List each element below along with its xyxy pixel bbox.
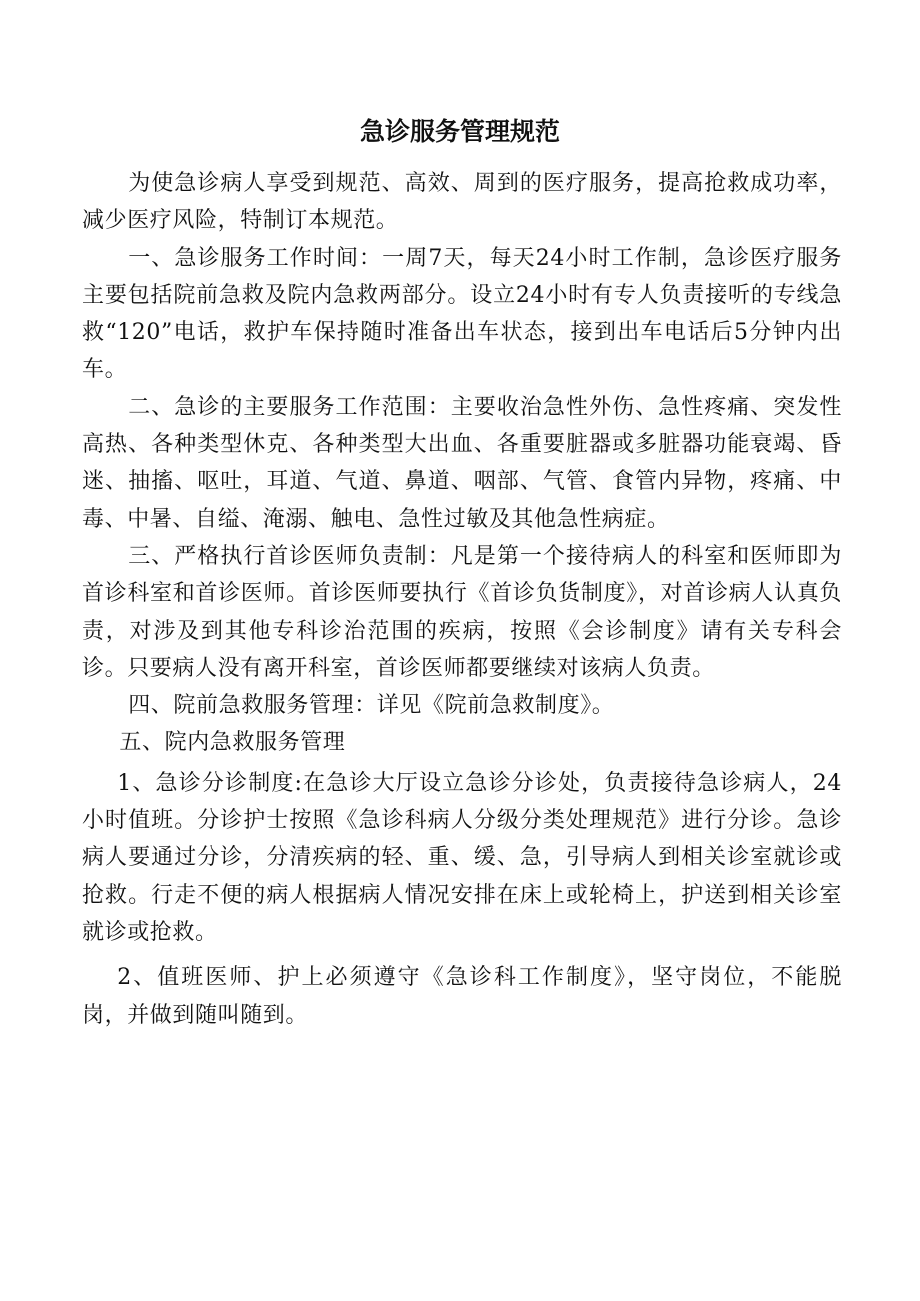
section-4-prehospital-management: 四、院前急救服务管理：详见《院前急救制度》。 [128,693,615,719]
section-1-working-hours: 一、急诊服务工作时间：一周7天，每天24小时工作制，急诊医疗服务主要包括院前急救及院内急救两部分。设立24小时有专人负责接听的专线急救“120”电话，救护车保持随时准备出车状态，接到出车电话后5分钟内出车。 [82,245,842,383]
intro-paragraph: 为使急诊病人享受到规范、高效、周到的医疗服务，提高抢救成功率，减少医疗风险，特制订本规范。 [82,171,842,234]
section-5-inhospital-management: 五、院内急救服务管理 [119,730,346,756]
item-2-duty-staff: 2、值班医师、护上必须遵守《急诊科工作制度》，坚守岗位，不能脱岗，并做到随叫随到。 [82,965,842,1028]
section-3-first-doctor-responsibility: 三、严格执行首诊医师负责制：凡是第一个接待病人的科室和医师即为首诊科室和首诊医师。首诊医师要执行《首诊负货制度》，对首诊病人认真负责，对涉及到其他专科诊治范围的疾病，按照《会诊制度》请有关专科会诊。只要病人没有离开科室，首诊医师都要继续对该病人负责。 [82,543,842,681]
item-1-triage-system: 1、急诊分诊制度:在急诊大厅设立急诊分诊处，负责接待急诊病人，24小时值班。分诊护士按照《急诊科病人分级分类处理规范》进行分诊。急诊病人要通过分诊，分清疾病的轻、重、缓、急，引导病人到相关诊室就诊或抢救。行走不便的病人根据病人情况安排在床上或轮椅上，护送到相关诊室就诊或抢救。 [82,770,842,945]
document-title: 急诊服务管理规范 [359,117,560,146]
section-2-service-scope: 二、急诊的主要服务工作范围：主要收治急性外伤、急性疼痛、突发性高热、各种类型休克、各种类型大出血、各重要脏器或多脏器功能衰竭、昏迷、抽搐、呕吐，耳道、气道、鼻道、咽部、气管、食管内异物，疼痛、中毒、中暑、自缢、淹溺、触电、急性过敏及其他急性病症。 [82,394,842,532]
document-body [82,165,842,1034]
